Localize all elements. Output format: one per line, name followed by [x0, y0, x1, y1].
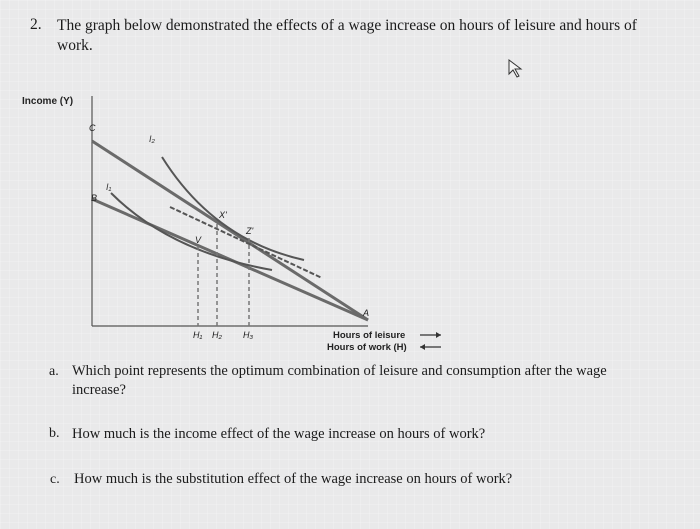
- part-c-letter: c.: [50, 472, 60, 487]
- indifference-curve-i2: [162, 157, 304, 260]
- y-axis-label: Income (Y): [22, 96, 74, 107]
- tick-h1: H₁: [193, 330, 203, 340]
- point-z-label: Z': [246, 226, 254, 236]
- part-b-letter: b.: [49, 426, 60, 441]
- mouse-cursor-icon: [509, 60, 521, 77]
- tick-h2: H₂: [212, 330, 222, 340]
- hours-of-work-label: Hours of work (H): [327, 342, 407, 353]
- point-b-label: B: [91, 193, 98, 203]
- part-a-text-continued: increase?: [72, 382, 126, 398]
- leisure-arrow-icon: [420, 332, 441, 338]
- point-c-label: C: [89, 123, 96, 133]
- part-c-text: How much is the substitution effect of the wage increase on hours of work?: [74, 471, 513, 487]
- point-x-label: X': [219, 210, 227, 220]
- part-b-text: How much is the income effect of the wage increase on hours of work?: [72, 426, 486, 442]
- work-arrow-icon: [420, 344, 441, 350]
- point-v-label: V: [195, 235, 202, 245]
- new-budget-line: [92, 141, 368, 320]
- point-a-label: A: [363, 308, 370, 318]
- question-text: The graph below demonstrated the effects of a wage increase on hours of leisure and hours of work.: [57, 17, 637, 54]
- part-a-text: Which point represents the optimum combination of leisure and consumption after the wage: [72, 363, 607, 379]
- tick-h3: H₃: [243, 330, 254, 340]
- part-a-letter: a.: [49, 364, 59, 379]
- question-number: 2.: [30, 16, 42, 33]
- curve-i2-label: I₂: [149, 134, 155, 144]
- hours-of-leisure-label: Hours of leisure: [333, 330, 406, 341]
- curve-i1-label: I₁: [106, 182, 112, 192]
